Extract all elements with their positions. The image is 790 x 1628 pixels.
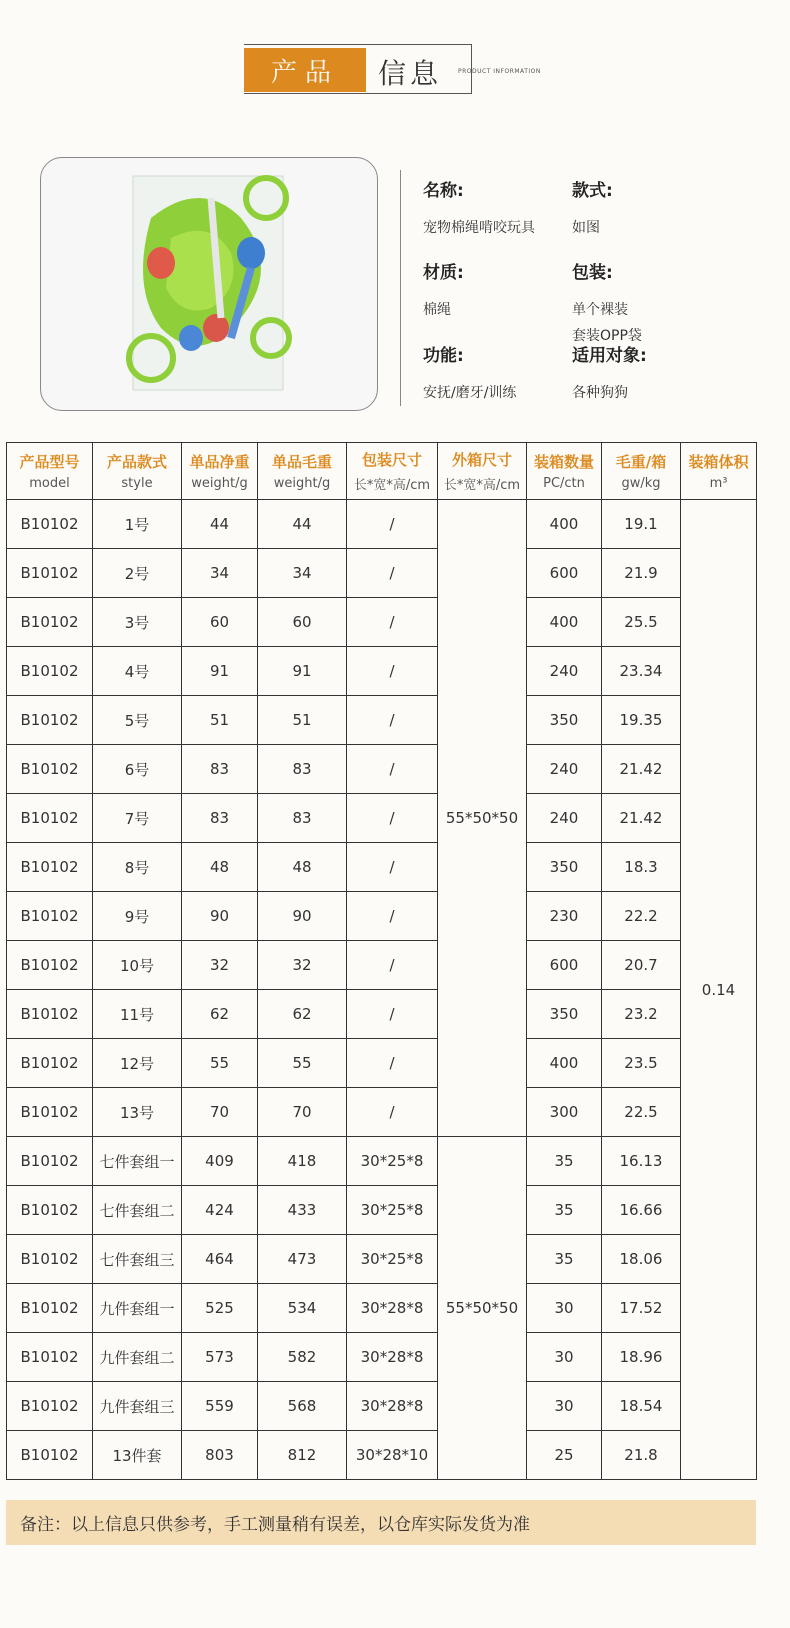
cell-net-weight: 803 [182,1431,258,1480]
cell-style: 5号 [93,696,182,745]
cell-model: B10102 [7,794,93,843]
table-row [7,1088,757,1137]
cell-gross-weight: 433 [258,1186,347,1235]
cell-gross-per-box: 21.8 [602,1431,681,1480]
table-row [7,696,757,745]
cell-gross-weight: 32 [258,941,347,990]
table-row [7,990,757,1039]
column-title: 单品净重 [189,453,250,471]
cell-model: B10102 [7,745,93,794]
table-row [7,1137,757,1186]
cell-qty: 600 [527,941,602,990]
cell-model: B10102 [7,1137,93,1186]
rope-toys-image [41,158,377,410]
cell-gross-weight: 534 [258,1284,347,1333]
cell-net-weight: 559 [182,1382,258,1431]
cell-gross-weight: 812 [258,1431,347,1480]
cell-qty: 400 [527,598,602,647]
cell-net-weight: 424 [182,1186,258,1235]
cell-pack-size: 30*25*8 [347,1186,438,1235]
header-section [0,0,790,420]
cell-gross-weight: 34 [258,549,347,598]
cell-gross-weight: 582 [258,1333,347,1382]
cell-style: 13件套 [93,1431,182,1480]
cell-style: 2号 [93,549,182,598]
cell-volume: 0.14 [681,500,757,1480]
cell-model: B10102 [7,598,93,647]
cell-gross-per-box: 19.35 [602,696,681,745]
cell-net-weight: 464 [182,1235,258,1284]
cell-pack-size: / [347,1088,438,1137]
column-title: 产品款式 [106,453,167,471]
cell-style: 九件套组三 [93,1382,182,1431]
cell-net-weight: 48 [182,843,258,892]
cell-model: B10102 [7,1088,93,1137]
cell-pack-size: 30*28*10 [347,1431,438,1480]
table-row [7,843,757,892]
column-header [527,443,602,500]
page-subtitle: PRODUCT INFORMATION [458,68,541,75]
cell-pack-size: / [347,794,438,843]
cell-model: B10102 [7,843,93,892]
spec-name [423,176,535,241]
table-row [7,1382,757,1431]
cell-qty: 25 [527,1431,602,1480]
spec-material [423,258,464,323]
cell-qty: 350 [527,843,602,892]
table-row [7,500,757,549]
table-row [7,647,757,696]
column-title: 装箱体积 [688,453,749,471]
cell-net-weight: 409 [182,1137,258,1186]
column-title: 外箱尺寸 [451,451,512,469]
product-photo [40,157,378,411]
cell-pack-size: 30*28*8 [347,1333,438,1382]
cell-pack-size: / [347,745,438,794]
cell-model: B10102 [7,500,93,549]
spec-key: 名称: [423,181,464,201]
cell-gross-per-box: 23.2 [602,990,681,1039]
cell-net-weight: 90 [182,892,258,941]
title-badge: 产品 [244,48,366,92]
cell-gross-per-box: 18.54 [602,1382,681,1431]
cell-carton-size: 55*50*50 [438,500,527,1137]
cell-gross-per-box: 23.34 [602,647,681,696]
cell-style: 1号 [93,500,182,549]
column-unit: m³ [709,476,728,491]
cell-style: 七件套组三 [93,1235,182,1284]
cell-model: B10102 [7,1235,93,1284]
cell-net-weight: 51 [182,696,258,745]
cell-carton-size: 55*50*50 [438,1137,527,1480]
cell-gross-weight: 44 [258,500,347,549]
cell-qty: 600 [527,549,602,598]
cell-net-weight: 60 [182,598,258,647]
cell-qty: 400 [527,1039,602,1088]
cell-qty: 30 [527,1382,602,1431]
cell-gross-per-box: 18.06 [602,1235,681,1284]
cell-gross-weight: 60 [258,598,347,647]
cell-net-weight: 525 [182,1284,258,1333]
cell-pack-size: / [347,843,438,892]
cell-style: 九件套组二 [93,1333,182,1382]
cell-model: B10102 [7,1431,93,1480]
cell-pack-size: / [347,647,438,696]
cell-pack-size: / [347,549,438,598]
cell-gross-weight: 90 [258,892,347,941]
column-header [7,443,93,500]
cell-net-weight: 91 [182,647,258,696]
product-table [6,442,757,1480]
cell-gross-per-box: 23.5 [602,1039,681,1088]
cell-gross-per-box: 22.2 [602,892,681,941]
column-unit: weight/g [273,476,331,491]
column-header [681,443,757,500]
cell-gross-per-box: 18.3 [602,843,681,892]
cell-qty: 35 [527,1235,602,1284]
table-row [7,1235,757,1284]
cell-net-weight: 32 [182,941,258,990]
column-unit: PC/ctn [543,476,585,491]
cell-pack-size: / [347,1039,438,1088]
cell-gross-weight: 48 [258,843,347,892]
cell-style: 七件套组二 [93,1186,182,1235]
cell-style: 13号 [93,1088,182,1137]
cell-gross-per-box: 21.9 [602,549,681,598]
cell-pack-size: / [347,892,438,941]
cell-qty: 35 [527,1137,602,1186]
cell-gross-weight: 473 [258,1235,347,1284]
cell-gross-weight: 568 [258,1382,347,1431]
spec-value: 宠物棉绳啃咬玩具 [423,220,535,236]
cell-pack-size: 30*25*8 [347,1137,438,1186]
spec-key: 材质: [423,263,464,283]
cell-qty: 350 [527,990,602,1039]
cell-gross-per-box: 25.5 [602,598,681,647]
column-unit: weight/g [191,476,248,491]
column-unit: model [29,476,70,491]
column-header [182,443,258,500]
column-title: 产品型号 [19,453,80,471]
cell-model: B10102 [7,990,93,1039]
table-row [7,1186,757,1235]
table-row [7,794,757,843]
spec-value: 安抚/磨牙/训练 [423,385,517,401]
column-title: 包装尺寸 [361,451,422,469]
table-row [7,1284,757,1333]
cell-gross-per-box: 17.52 [602,1284,681,1333]
column-header [438,443,527,500]
cell-style: 10号 [93,941,182,990]
cell-style: 9号 [93,892,182,941]
cell-pack-size: / [347,696,438,745]
column-unit: style [121,476,153,491]
cell-gross-per-box: 16.66 [602,1186,681,1235]
cell-qty: 35 [527,1186,602,1235]
cell-style: 6号 [93,745,182,794]
cell-model: B10102 [7,696,93,745]
vertical-divider [400,170,401,406]
cell-gross-weight: 55 [258,1039,347,1088]
column-header [347,443,438,500]
cell-gross-weight: 418 [258,1137,347,1186]
cell-net-weight: 44 [182,500,258,549]
cell-model: B10102 [7,1039,93,1088]
cell-gross-per-box: 16.13 [602,1137,681,1186]
cell-gross-weight: 83 [258,794,347,843]
spec-value: 棉绳 [423,302,451,318]
table-row [7,1039,757,1088]
cell-gross-weight: 91 [258,647,347,696]
page-title: 信息 [378,57,443,90]
cell-model: B10102 [7,549,93,598]
cell-style: 3号 [93,598,182,647]
cell-gross-per-box: 21.42 [602,745,681,794]
column-title: 单品毛重 [271,453,332,471]
cell-gross-per-box: 22.5 [602,1088,681,1137]
column-title: 毛重/箱 [615,453,667,471]
cell-net-weight: 83 [182,745,258,794]
cell-style: 九件套组一 [93,1284,182,1333]
cell-gross-weight: 83 [258,745,347,794]
cell-model: B10102 [7,1382,93,1431]
column-header [258,443,347,500]
cell-gross-per-box: 18.96 [602,1333,681,1382]
cell-model: B10102 [7,941,93,990]
cell-style: 11号 [93,990,182,1039]
cell-qty: 230 [527,892,602,941]
table-row [7,1431,757,1480]
cell-style: 12号 [93,1039,182,1088]
cell-style: 7号 [93,794,182,843]
column-title: 装箱数量 [533,453,594,471]
cell-pack-size: / [347,598,438,647]
cell-model: B10102 [7,1284,93,1333]
spec-value: 如图 [572,220,600,236]
cell-net-weight: 55 [182,1039,258,1088]
cell-model: B10102 [7,1186,93,1235]
spec-packaging [572,258,642,349]
spec-key: 款式: [572,181,613,201]
cell-net-weight: 62 [182,990,258,1039]
table-row [7,598,757,647]
spec-value: 单个裸装 套装OPP袋 [572,302,642,344]
cell-style: 4号 [93,647,182,696]
column-header [93,443,182,500]
cell-qty: 400 [527,500,602,549]
cell-net-weight: 70 [182,1088,258,1137]
table-header-row [7,443,757,500]
cell-pack-size: 30*28*8 [347,1284,438,1333]
cell-gross-per-box: 21.42 [602,794,681,843]
cell-qty: 350 [527,696,602,745]
column-header [602,443,681,500]
cell-gross-weight: 62 [258,990,347,1039]
table-row [7,549,757,598]
cell-pack-size: / [347,990,438,1039]
spec-style [572,176,613,241]
cell-gross-weight: 51 [258,696,347,745]
column-unit: 长*宽*高/cm [353,478,431,493]
cell-model: B10102 [7,647,93,696]
cell-pack-size: 30*28*8 [347,1382,438,1431]
cell-net-weight: 83 [182,794,258,843]
cell-style: 8号 [93,843,182,892]
cell-style: 七件套组一 [93,1137,182,1186]
cell-model: B10102 [7,1333,93,1382]
spec-function [423,341,516,406]
column-unit: 长*宽*高/cm [443,478,521,493]
spec-key: 适用对象: [572,346,647,366]
table-row [7,745,757,794]
spec-target [572,341,647,406]
cell-pack-size: / [347,941,438,990]
footer-note: 备注：以上信息只供参考，手工测量稍有误差，以仓库实际发货为准 [6,1500,756,1545]
cell-qty: 240 [527,745,602,794]
cell-pack-size: / [347,500,438,549]
column-unit: gw/kg [621,476,661,491]
table-row [7,892,757,941]
spec-key: 功能: [423,346,464,366]
cell-gross-weight: 70 [258,1088,347,1137]
cell-qty: 240 [527,794,602,843]
spec-value: 各种狗狗 [572,385,628,401]
cell-qty: 30 [527,1284,602,1333]
cell-pack-size: 30*25*8 [347,1235,438,1284]
cell-qty: 30 [527,1333,602,1382]
table-row [7,1333,757,1382]
cell-gross-per-box: 20.7 [602,941,681,990]
table-row [7,941,757,990]
cell-gross-per-box: 19.1 [602,500,681,549]
cell-net-weight: 34 [182,549,258,598]
cell-model: B10102 [7,892,93,941]
cell-qty: 300 [527,1088,602,1137]
cell-net-weight: 573 [182,1333,258,1382]
cell-qty: 240 [527,647,602,696]
spec-key: 包装: [572,263,613,283]
